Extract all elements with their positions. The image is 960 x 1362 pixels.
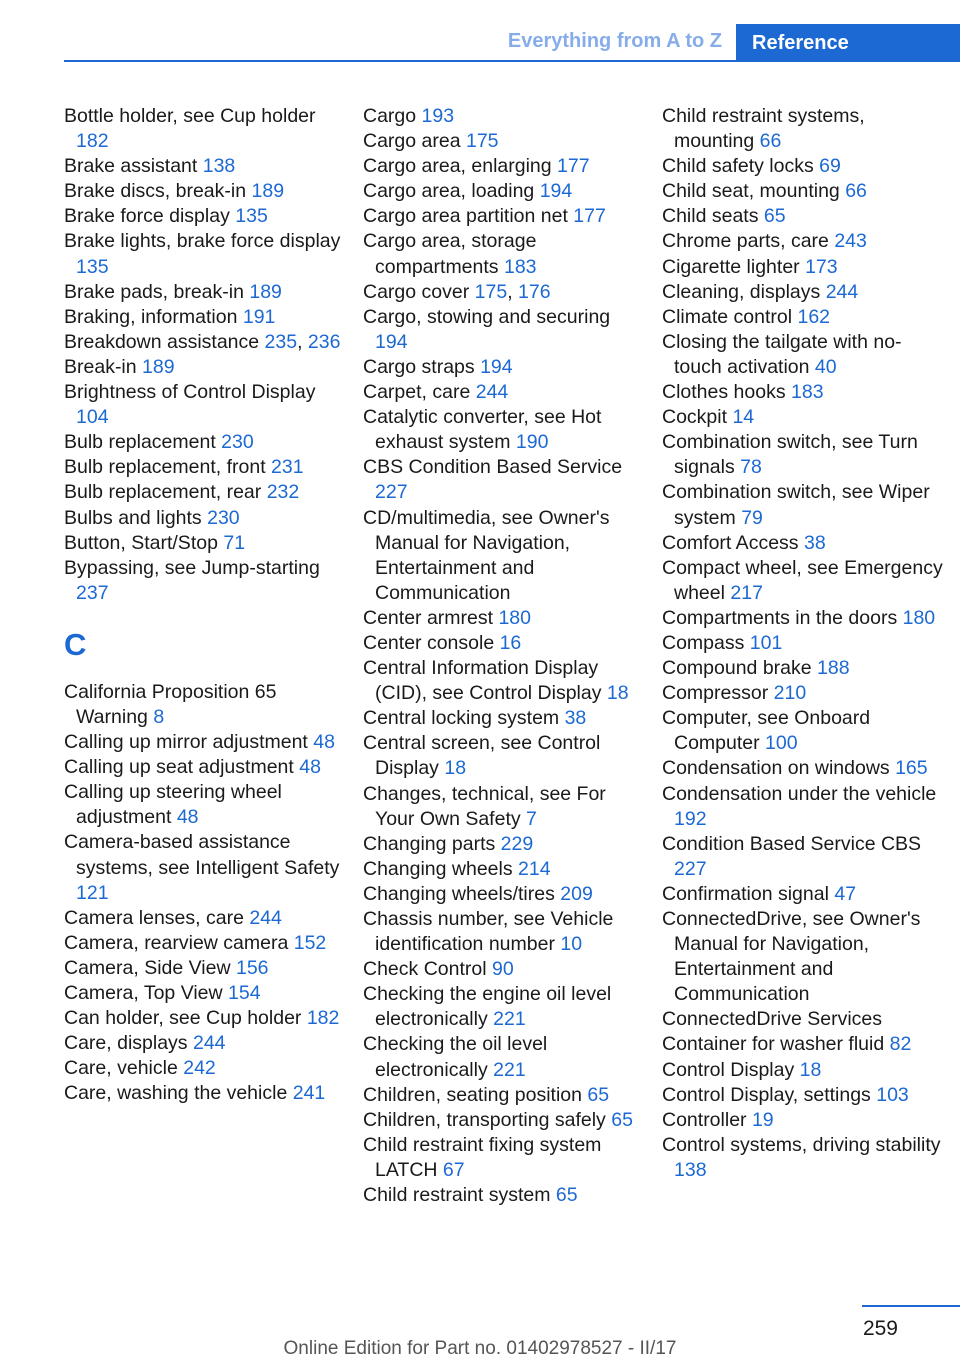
page-reference-link[interactable]: 100 — [765, 732, 798, 755]
page-reference-link[interactable]: 183 — [503, 255, 537, 278]
index-entry — [662, 430, 947, 480]
page-reference-link[interactable]: 16 — [499, 631, 522, 654]
page-reference-link[interactable]: 175 — [465, 130, 499, 153]
page-reference-link[interactable]: 217 — [730, 581, 763, 604]
index-term: Child restraint fixing system LATCH — [363, 1133, 602, 1181]
page-reference-link[interactable]: 194 — [375, 330, 408, 353]
index-entry — [64, 780, 349, 830]
page-reference-link[interactable]: 230 — [221, 431, 254, 454]
page-reference-link[interactable]: 67 — [442, 1158, 465, 1181]
index-term: Cargo area — [363, 130, 466, 153]
page-reference-link[interactable]: 65 — [555, 1184, 578, 1207]
index-entry — [363, 405, 648, 455]
index-term: Bulb replacement — [64, 431, 222, 454]
index-entry — [662, 832, 947, 882]
index-term: Brake discs, break-in — [64, 180, 252, 203]
index-term: Calling up mirror adjustment — [64, 731, 314, 754]
index-term: Changes, technical, see For Your Own Safety — [363, 782, 606, 830]
page-reference-link[interactable]: 214 — [518, 857, 551, 880]
index-term: CBS Condition Based Service — [363, 456, 623, 479]
index-term: Breakdown assistance — [64, 330, 265, 353]
index-term: Closing the tailgate with no-touch activation — [662, 330, 902, 378]
index-entry — [64, 906, 349, 931]
index-entry — [662, 154, 947, 179]
index-term: Bulb replacement, rear — [64, 481, 267, 504]
index-term: Compact wheel, see Emergency wheel — [662, 556, 943, 604]
index-entry — [64, 280, 349, 305]
index-term: Care, displays — [64, 1032, 193, 1055]
footer-edition-note: Online Edition for Part no. 01402978527 - II/17 — [283, 1338, 677, 1359]
index-column-1 — [64, 104, 349, 1106]
index-term: Changing parts — [363, 832, 501, 855]
page-reference-link[interactable]: 135 — [76, 255, 109, 278]
page-ref-separator: , — [507, 280, 519, 303]
index-term: Care, washing the vehicle — [64, 1082, 293, 1105]
index-term: Climate control — [662, 305, 798, 328]
page-reference-link[interactable]: 82 — [889, 1033, 912, 1056]
index-term: Cockpit — [662, 406, 733, 429]
index-entry — [64, 455, 349, 480]
page-reference-link[interactable]: 138 — [674, 1158, 707, 1181]
page-reference-link[interactable]: 241 — [292, 1082, 326, 1105]
index-term: Clothes hooks — [662, 381, 791, 404]
index-term: Central locking system — [363, 707, 565, 730]
index-entry — [64, 1056, 349, 1081]
page-reference-link[interactable]: 18 — [444, 757, 467, 780]
page-reference-link[interactable]: 101 — [749, 631, 783, 654]
index-entry — [363, 179, 648, 204]
index-entry — [662, 1032, 947, 1057]
index-entry — [363, 982, 648, 1032]
page-reference-link[interactable]: 232 — [266, 481, 300, 504]
page-reference-link[interactable]: 183 — [791, 381, 824, 404]
index-term: Cargo straps — [363, 355, 481, 378]
index-entry — [363, 506, 648, 606]
index-term: Compass — [662, 631, 750, 654]
index-entry — [64, 380, 349, 430]
index-term: Child restraint system — [363, 1184, 556, 1207]
page-reference-link[interactable]: 14 — [732, 406, 755, 429]
index-entry — [64, 931, 349, 956]
index-term: Cargo area, enlarging — [363, 155, 558, 178]
index-entry — [662, 179, 947, 204]
page-reference-link[interactable]: 71 — [223, 531, 246, 554]
index-entry — [64, 730, 349, 755]
index-entry — [64, 755, 349, 780]
index-term: Center console — [363, 631, 500, 654]
index-entry — [363, 1133, 648, 1183]
index-term: Brake force display — [64, 205, 236, 228]
index-term: Chassis number, see Vehicle identification number — [363, 908, 614, 956]
page-reference-link[interactable]: 19 — [751, 1108, 774, 1131]
index-term: Bottle holder, see Cup holder — [64, 105, 316, 127]
page-reference-link[interactable]: 18 — [799, 1058, 822, 1081]
index-entry — [363, 104, 648, 129]
index-term: CD/multimedia, see Owner's Manual for Navigation, Entertainment and Communication — [363, 506, 610, 604]
index-entry — [662, 706, 947, 756]
index-entry — [363, 857, 648, 882]
header-rule — [64, 60, 960, 62]
index-term: Can holder, see Cup holder — [64, 1007, 307, 1030]
index-entry — [363, 832, 648, 857]
page-number: 259 — [862, 1317, 898, 1340]
page-reference-link[interactable]: 154 — [228, 982, 261, 1004]
page-reference-link[interactable]: 104 — [76, 406, 109, 429]
page-reference-link[interactable]: 65 — [763, 205, 786, 228]
page-reference-link[interactable]: 8 — [153, 705, 165, 728]
index-entry — [363, 305, 648, 355]
index-entry — [363, 706, 648, 731]
page-reference-link[interactable]: 66 — [759, 130, 782, 153]
page-reference-link[interactable]: 189 — [251, 180, 285, 203]
index-entry — [363, 882, 648, 907]
index-entry — [662, 104, 947, 154]
index-term: Chrome parts, care — [662, 230, 835, 253]
index-entry — [662, 480, 947, 530]
running-header-chapter-tab: Reference — [736, 24, 960, 62]
page-reference-link[interactable]: 69 — [819, 155, 841, 178]
index-term: Cargo area partition net — [363, 205, 574, 228]
index-term: Changing wheels — [363, 857, 519, 880]
index-term: Camera, rearview camera — [64, 931, 294, 954]
page-reference-link[interactable]: 47 — [834, 882, 857, 905]
page-reference-link[interactable]: 227 — [375, 481, 408, 504]
index-term: Camera, Top View — [64, 982, 229, 1004]
index-term: Brightness of Control Display — [64, 381, 316, 404]
index-entry — [64, 229, 349, 279]
index-term: Check Control — [363, 958, 492, 981]
index-column-3 — [662, 104, 947, 1183]
index-term: Comfort Access — [662, 531, 804, 554]
index-entry — [64, 956, 349, 981]
index-entry — [662, 1108, 947, 1133]
index-entry — [662, 907, 947, 1007]
page-reference-link[interactable]: 38 — [803, 531, 826, 554]
page-reference-link[interactable]: 48 — [313, 731, 335, 754]
page-reference-link[interactable]: 182 — [76, 130, 109, 153]
page-reference-link[interactable]: 194 — [480, 355, 513, 378]
page-reference-link[interactable]: 190 — [515, 431, 549, 454]
page-reference-link[interactable]: 18 — [606, 682, 629, 705]
page-reference-link[interactable]: 244 — [192, 1032, 226, 1055]
index-entry — [64, 531, 349, 556]
page-reference-link[interactable]: 78 — [740, 456, 762, 479]
index-entry — [363, 1183, 648, 1208]
page-reference-link[interactable]: 121 — [76, 881, 109, 904]
index-term: Child seats — [662, 205, 764, 228]
page-reference-link[interactable]: 40 — [814, 355, 837, 378]
index-entry — [662, 229, 947, 254]
page-reference-link[interactable]: 48 — [299, 756, 321, 779]
page-reference-link[interactable]: 242 — [183, 1057, 216, 1080]
page-reference-link[interactable]: 176 — [518, 280, 551, 303]
index-entry — [64, 330, 349, 355]
running-header-section-title: Everything from A to Z — [507, 30, 722, 52]
index-term: Cargo area, storage compartments — [363, 230, 537, 278]
page-reference-link[interactable]: 194 — [539, 180, 573, 203]
page-reference-link[interactable]: 192 — [674, 807, 707, 830]
index-entry — [662, 631, 947, 656]
index-entry — [363, 1108, 648, 1133]
page-reference-link[interactable]: 177 — [573, 205, 606, 228]
page-reference-link[interactable]: 189 — [142, 355, 175, 378]
index-entry — [662, 681, 947, 706]
index-term: Condition Based Service CBS — [662, 832, 922, 855]
page-reference-link[interactable]: 173 — [805, 255, 838, 278]
index-entry — [662, 255, 947, 280]
page-reference-link[interactable]: 227 — [674, 857, 707, 880]
index-term: Calling up seat adjustment — [64, 756, 300, 779]
index-entry — [363, 280, 648, 305]
page-reference-link[interactable]: 188 — [817, 657, 850, 680]
index-entry — [64, 1081, 349, 1106]
page-reference-link[interactable]: 180 — [498, 606, 531, 629]
page-reference-link[interactable]: 193 — [421, 105, 455, 127]
page-reference-link[interactable]: 180 — [902, 606, 936, 629]
page-reference-link[interactable]: 244 — [249, 906, 282, 929]
index-term: Cargo cover — [363, 280, 475, 303]
index-entry — [662, 1083, 947, 1108]
page-reference-link[interactable]: 103 — [876, 1083, 909, 1106]
page-reference-link[interactable]: 10 — [560, 933, 583, 956]
page-reference-link[interactable]: 7 — [526, 807, 537, 830]
index-term: Cleaning, displays — [662, 280, 826, 303]
index-term: Bulbs and lights — [64, 506, 208, 529]
index-entry — [64, 179, 349, 204]
index-term: Child restraint systems, mounting — [662, 105, 865, 153]
index-entry — [64, 204, 349, 229]
index-term: Cigarette lighter — [662, 255, 806, 278]
index-entry — [64, 104, 349, 154]
page-reference-link[interactable]: 230 — [207, 506, 240, 529]
index-term: Child safety locks — [662, 155, 820, 178]
index-term: Break-in — [64, 355, 143, 378]
page-reference-link[interactable]: 237 — [76, 581, 109, 604]
page-reference-link[interactable]: 138 — [202, 155, 236, 178]
index-entry — [662, 606, 947, 631]
index-term: Computer, see Onboard Computer — [662, 707, 871, 755]
index-term: Brake lights, brake force display — [64, 230, 341, 253]
index-entry — [662, 330, 947, 380]
index-entry — [363, 154, 648, 179]
index-entry — [363, 204, 648, 229]
index-entry — [662, 556, 947, 606]
index-term: Changing wheels/tires — [363, 882, 561, 905]
index-term: Center armrest — [363, 606, 499, 629]
page-reference-link[interactable]: 66 — [845, 180, 867, 203]
index-term: Children, seating position — [363, 1083, 588, 1106]
index-entry — [662, 531, 947, 556]
index-term: Control Display, settings — [662, 1083, 877, 1106]
index-entry — [662, 882, 947, 907]
index-term: Central Information Display (CID), see Control Display — [363, 657, 607, 705]
index-term: Braking, information — [64, 305, 243, 328]
index-entry — [64, 154, 349, 179]
index-term: Calling up steering wheel adjustment — [64, 781, 282, 829]
index-entry — [64, 506, 349, 531]
index-entry — [64, 355, 349, 380]
index-entry — [363, 129, 648, 154]
index-term: Confirmation signal — [662, 882, 835, 905]
index-term: Cargo, stowing and securing — [363, 305, 611, 328]
page-reference-link[interactable]: 236 — [307, 330, 341, 353]
index-entry — [662, 380, 947, 405]
index-term: Camera-based assistance systems, see Intelligent Safety — [64, 831, 340, 879]
index-entry — [363, 380, 648, 405]
index-entry — [64, 1031, 349, 1056]
index-entry — [363, 631, 648, 656]
index-term: Compartments in the doors — [662, 606, 903, 629]
index-entry — [64, 305, 349, 330]
page-reference-link[interactable]: 165 — [895, 757, 928, 780]
page-reference-link[interactable]: 65 — [587, 1083, 610, 1106]
index-entry — [64, 480, 349, 505]
index-term: Child seat, mounting — [662, 180, 846, 203]
index-term: Central screen, see Control Display — [363, 732, 601, 780]
page-ref-separator: , — [297, 330, 308, 353]
index-entry — [662, 656, 947, 681]
page-reference-link[interactable]: 189 — [249, 280, 282, 303]
page-reference-link[interactable]: 244 — [825, 280, 859, 303]
index-term: California Proposition 65 Warning — [64, 680, 277, 728]
index-entry — [363, 606, 648, 631]
page-reference-link[interactable]: 182 — [306, 1007, 340, 1030]
page-reference-link[interactable]: 152 — [293, 931, 327, 954]
index-term: Carpet, care — [363, 381, 476, 404]
page-reference-link[interactable]: 244 — [475, 381, 509, 404]
page-reference-link[interactable]: 177 — [557, 155, 590, 178]
index-entry — [363, 1083, 648, 1108]
index-entry — [64, 1006, 349, 1031]
index-term: Container for washer fluid — [662, 1033, 890, 1056]
page-reference-link[interactable]: 231 — [271, 456, 304, 479]
footer-rule — [862, 1305, 960, 1307]
index-term: Control Display — [662, 1058, 800, 1081]
index-entry — [662, 782, 947, 832]
page-reference-link[interactable]: 90 — [491, 958, 514, 981]
index-entry — [64, 430, 349, 455]
index-entry — [363, 957, 648, 982]
index-term: Brake assistant — [64, 155, 203, 178]
index-term: Compound brake — [662, 657, 818, 680]
index-term: Catalytic converter, see Hot exhaust system — [363, 406, 602, 454]
index-entry — [64, 680, 349, 730]
index-term: ConnectedDrive, see Owner's Manual for Navigation, Entertainment and Communication — [662, 908, 921, 1006]
index-entry — [662, 405, 947, 430]
page-reference-link[interactable]: 229 — [500, 832, 534, 855]
page-reference-link[interactable]: 79 — [741, 506, 763, 529]
index-term: Cargo area, loading — [363, 180, 540, 203]
page-reference-link[interactable]: 162 — [797, 305, 831, 328]
index-entry — [363, 782, 648, 832]
index-term: Care, vehicle — [64, 1057, 184, 1080]
index-entry — [363, 656, 648, 706]
index-term: Children, transporting safely — [363, 1108, 612, 1131]
page-reference-link[interactable]: 235 — [264, 330, 298, 353]
index-entry — [662, 280, 947, 305]
index-entry — [662, 305, 947, 330]
index-entry — [64, 830, 349, 905]
index-term: Combination switch, see Wiper system — [662, 481, 930, 529]
page-reference-link[interactable]: 191 — [242, 305, 276, 328]
index-term: Controller — [662, 1108, 752, 1131]
index-entry — [662, 1058, 947, 1083]
page-reference-link[interactable]: 175 — [474, 280, 508, 303]
page-reference-link[interactable]: 38 — [564, 707, 587, 730]
page-reference-link[interactable]: 210 — [773, 682, 807, 705]
index-term: Button, Start/Stop — [64, 531, 224, 554]
index-term: Compressor — [662, 682, 774, 705]
index-term: Camera lenses, care — [64, 906, 250, 929]
index-term: Combination switch, see Turn signals — [662, 431, 918, 479]
index-entry — [662, 1007, 947, 1032]
index-term: Condensation on windows — [662, 757, 896, 780]
index-entry — [363, 907, 648, 957]
index-letter-heading: C — [64, 626, 87, 662]
index-term: Checking the oil level electronically — [363, 1033, 548, 1081]
page-reference-link[interactable]: 65 — [611, 1108, 633, 1131]
index-term: Camera, Side View — [64, 956, 236, 979]
page-reference-link[interactable]: 135 — [235, 205, 268, 228]
index-term: Cargo — [363, 105, 422, 127]
index-term: Checking the engine oil level electronically — [363, 983, 612, 1031]
page-reference-link[interactable]: 156 — [235, 956, 269, 979]
index-entry — [662, 204, 947, 229]
index-entry — [662, 756, 947, 781]
page-reference-link[interactable]: 209 — [560, 882, 593, 905]
index-entry — [363, 229, 648, 279]
index-entry — [363, 455, 648, 505]
index-term: ConnectedDrive Services — [662, 1008, 883, 1031]
index-entry — [363, 355, 648, 380]
page-reference-link[interactable]: 221 — [493, 1058, 526, 1081]
index-entry — [363, 731, 648, 781]
page-reference-link[interactable]: 221 — [493, 1008, 526, 1031]
page-reference-link[interactable]: 48 — [176, 806, 199, 829]
index-term: Condensation under the vehicle — [662, 782, 937, 805]
page-reference-link[interactable]: 243 — [834, 230, 867, 253]
index-column-2 — [363, 104, 648, 1208]
index-term: Bulb replacement, front — [64, 456, 272, 479]
index-entry — [64, 556, 349, 606]
index-term: Brake pads, break-in — [64, 280, 250, 303]
index-entry — [64, 981, 349, 1006]
index-term: Control systems, driving stability — [662, 1133, 941, 1156]
index-entry — [662, 1133, 947, 1183]
index-term: Bypassing, see Jump-starting — [64, 556, 320, 579]
index-entry — [363, 1032, 648, 1082]
